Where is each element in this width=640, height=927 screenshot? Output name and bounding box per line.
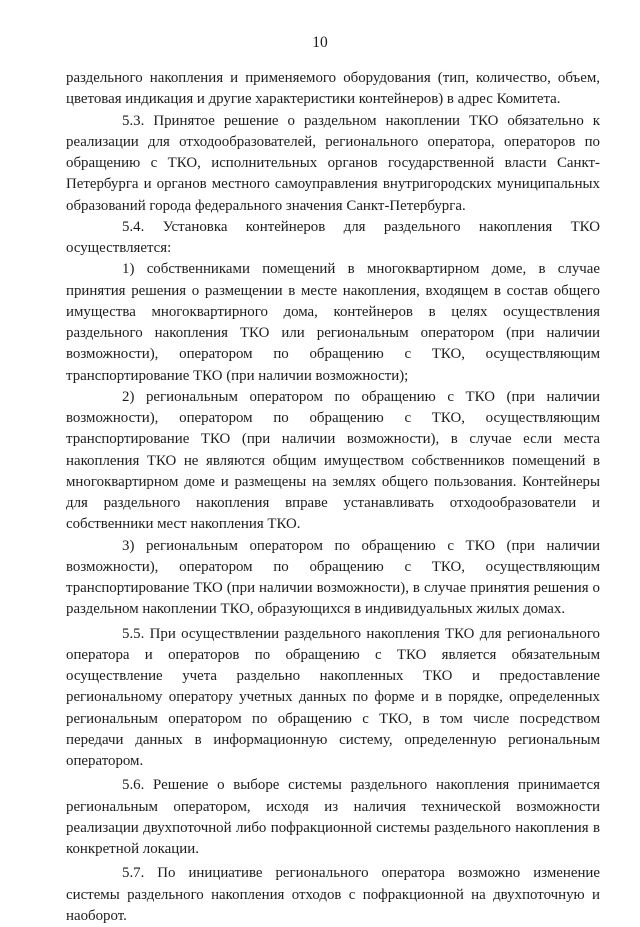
document-body [66, 68, 600, 927]
paragraph-5-4: 5.4. Установка контейнеров для раздельного накопления ТКО осуществляется: [66, 218, 600, 256]
paragraph-5-7: 5.7. По инициативе регионального оператора возможно изменение системы раздельного накопления отходов с пофракционной на двухпоточную и наоборот. [66, 865, 600, 924]
paragraph-5-4-item-1: 1) собственниками помещений в многоквартирном доме, в случае принятия решения о размещении в месте накопления, входящем в состав общего имущества многоквартирного дома, контейнеров в целях осуществления раздельного накопления ТКО или региональным оператором (при наличии возможности), оператором по обращению с ТКО, осуществляющим транспортирование ТКО (при наличии возможности); [66, 261, 600, 384]
paragraph-5-5: 5.5. При осуществлении раздельного накопления ТКО для регионального оператора и операторов по обращению с ТКО является обязательным осуществление учета раздельно накопленных ТКО и предоставление региональному оператору учетных данных по форме и в порядке, определенных региональным оператором по обращению с ТКО, в том числе посредством передачи данных в информационную систему, определенную региональным оператором. [66, 625, 600, 769]
paragraph-5-6: 5.6. Решение о выборе системы раздельного накопления принимается региональным оператором, исходя из наличия технической возможности реализации двухпоточной либо пофракционной системы раздельного накопления в конкретной локации. [66, 777, 600, 857]
paragraph-continuation: раздельного накопления и применяемого оборудования (тип, количество, объем, цветовая индикация и другие характеристики контейнеров) в адрес Комитета. [66, 70, 600, 108]
page-number: 10 [312, 34, 328, 51]
paragraph-5-4-item-3: 3) региональным оператором по обращению с ТКО (при наличии возможности), оператором по обращению с ТКО, осуществляющим транспортирование ТКО (при наличии возможности), в случае принятия решения о раздельном накоплении ТКО, образующихся в индивидуальных жилых домах. [66, 537, 600, 618]
paragraph-5-4-item-2: 2) региональным оператором по обращению с ТКО (при наличии возможности), оператором по обращению с ТКО, осуществляющим транспортирование ТКО (при наличии возможности), в случае если места накопления ТКО не являются общим имуществом собственников помещений в многоквартирном доме и размещены на землях общего пользования. Контейнеры для раздельного накопления вправе устанавливать отходообразователи и собственники мест накопления ТКО. [66, 388, 600, 533]
paragraph-5-3: 5.3. Принятое решение о раздельном накоплении ТКО обязательно к реализации для отходообразователей, регионального оператора, операторов по обращению с ТКО, исполнительных органов государственной власти Санкт-Петербурга и органов местного самоуправления внутригородских муниципальных образований города федерального значения Санкт-Петербурга. [66, 112, 600, 214]
